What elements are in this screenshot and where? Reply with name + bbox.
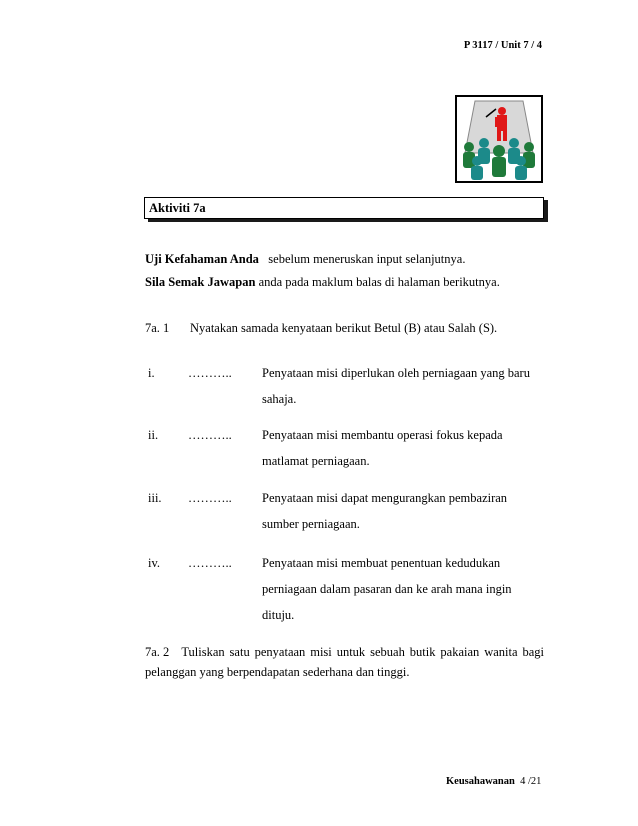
statement-line: Penyataan misi membantu operasi fokus kepada xyxy=(262,428,503,442)
intro-text-1: sebelum meneruskan input selanjutnya. xyxy=(268,252,466,266)
presentation-meeting-icon xyxy=(455,95,543,183)
intro-line-1 xyxy=(145,252,465,267)
intro-bold-2: Sila Semak Jawapan xyxy=(145,275,256,289)
question-1-number: 7a. 1 xyxy=(145,321,170,335)
item-label: ii. xyxy=(148,428,159,442)
statement-iv xyxy=(262,550,512,628)
footer xyxy=(446,776,541,787)
statement-line: dituju. xyxy=(262,608,295,622)
intro-bold-1: Uji Kefahaman Anda xyxy=(145,252,259,266)
answer-blank: ……….. xyxy=(188,491,232,505)
statement-line: Penyataan misi diperlukan oleh perniagaan yang baru xyxy=(262,366,530,380)
intro-line-2 xyxy=(145,275,500,290)
item-label: i. xyxy=(148,366,155,380)
statement-line: perniagaan dalam pasaran dan ke arah mana ingin xyxy=(262,582,512,596)
statement-iii xyxy=(262,485,507,537)
statement-line: matlamat perniagaan. xyxy=(262,454,370,468)
question-2-text: Tuliskan satu penyataan misi untuk sebuah butik pakaian wanita bagi xyxy=(181,645,544,659)
intro-text-2: anda pada maklum balas di halaman berikutnya. xyxy=(258,275,500,289)
question-2-line-1 xyxy=(145,645,544,660)
page-code: P 3117 / Unit 7 / 4 xyxy=(463,40,542,51)
answer-blank: ……….. xyxy=(188,556,232,570)
activity-heading-box xyxy=(144,197,544,219)
answer-blank: ……….. xyxy=(188,366,232,380)
statement-line: Penyataan misi dapat mengurangkan pembaziran xyxy=(262,491,508,505)
answer-blank: ……….. xyxy=(188,428,232,442)
question-2-line-2: pelanggan yang berpendapatan sederhana dan tinggi. xyxy=(145,665,410,679)
statement-line: Penyataan misi membuat penentuan kedudukan xyxy=(262,556,501,570)
statement-line: sahaja. xyxy=(262,392,297,406)
statement-ii xyxy=(262,422,503,474)
item-label: iii. xyxy=(148,491,162,505)
statement-line: sumber perniagaan. xyxy=(262,517,360,531)
footer-title: Keusahawanan xyxy=(446,776,515,787)
item-label: iv. xyxy=(148,556,161,570)
question-2-number: 7a. 2 xyxy=(145,645,170,659)
statement-i xyxy=(262,360,530,412)
activity-title: Aktiviti 7a xyxy=(149,201,206,215)
footer-page: 4 /21 xyxy=(520,776,542,787)
question-1-instruction: Nyatakan samada kenyataan berikut Betul (B) atau Salah (S). xyxy=(190,321,498,335)
